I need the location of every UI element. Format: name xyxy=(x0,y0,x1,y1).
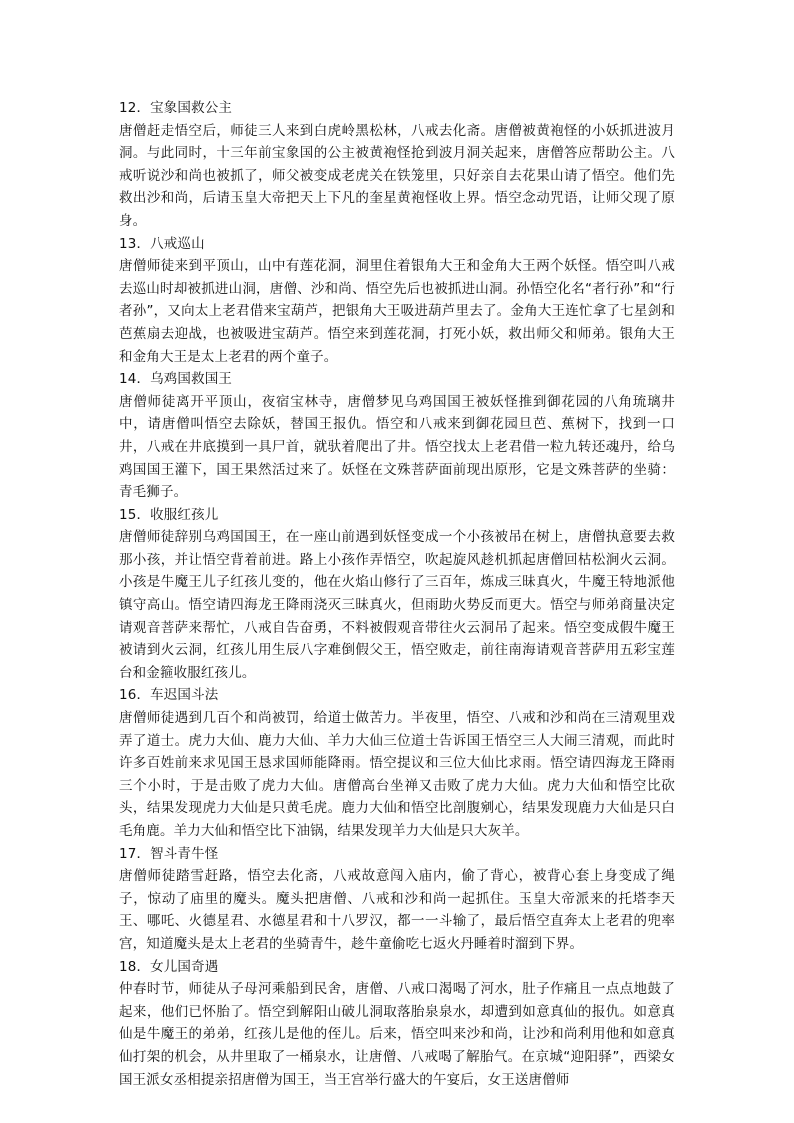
section-16 xyxy=(119,684,675,842)
section-heading: 13．八戒巡山 xyxy=(119,235,205,252)
section-15 xyxy=(119,504,675,685)
section-paragraph: 唐僧赶走悟空后，师徒三人来到白虎岭黑松林，八戒去化斋。唐僧被黄袍怪的小妖抓进波月洞。与此同时，十三年前宝象国的公主被黄袍怪抢到波月洞关起来，唐僧答应帮助公主。八戒听说沙和尚也被抓了，师父被变成老虎关在铁笼里，只好亲自去花果山请了悟空。他们先救出沙和尚，后请玉皇大帝把天上下凡的奎星黄袍怪收上界。悟空念动咒语，让师父现了原身。 xyxy=(119,122,675,229)
section-heading: 15．收服红孩儿 xyxy=(119,506,219,523)
section-heading: 18．女儿国奇遇 xyxy=(119,958,219,975)
section-heading: 12．宝象国救公主 xyxy=(119,100,233,116)
section-paragraph: 唐僧师徒离开平顶山，夜宿宝林寺，唐僧梦见乌鸡国国王被妖怪推到御花园的八角琉璃井中，请唐僧叫悟空去除妖，替国王报仇。悟空和八戒来到御花园旦芭、蕉树下，找到一口井，八戒在井底摸到一具尸首，就驮着爬出了井。悟空找太上老君借一粒九转还魂丹，给乌鸡国国王灌下，国王果然活过来了。妖怪在文殊菩萨面前现出原形，它是文殊菩萨的坐骑：青毛狮子。 xyxy=(119,393,675,501)
section-paragraph: 唐僧师徒来到平顶山，山中有莲花洞，洞里住着银角大王和金角大王两个妖怪。悟空叫八戒去巡山时却被抓进山洞，唐僧、沙和尚、悟空先后也被抓进山洞。孙悟空化名“者行孙”和“行者孙”，又向太上老君借来宝葫芦，把银角大王吸进葫芦里去了。金角大王连忙拿了七星剑和芭蕉扇去迎战，也被吸进宝葫芦。悟空来到莲花洞，打死小妖，救出师父和师弟。银角大王和金角大王是太上老君的两个童子。 xyxy=(119,258,675,365)
section-heading: 16．车迟国斗法 xyxy=(119,687,219,704)
section-12 xyxy=(119,97,675,233)
section-paragraph: 仲春时节，师徒从子母河乘船到民舍，唐僧、八戒口渴喝了河水，肚子作痛且一点点地鼓了起来，他们已怀胎了。悟空到解阳山破儿洞取落胎泉泉水，却遭到如意真仙的报仇。如意真仙是牛魔王的弟弟，红孩儿是他的侄儿。后来，悟空叫来沙和尚，让沙和尚利用他和如意真仙打架的机会，从井里取了一桶泉水，让唐僧、八戒喝了解胎气。在京城“迎阳驿”，西梁女国王派女丞相提亲招唐僧为国王，当王宫举行盛大的午宴后，女王送唐僧师 xyxy=(119,981,675,1088)
document-body xyxy=(119,97,675,1091)
section-heading: 17．智斗青牛怪 xyxy=(119,845,219,862)
section-17 xyxy=(119,843,675,956)
section-18 xyxy=(119,956,675,1092)
section-heading: 14．乌鸡国救国王 xyxy=(119,371,233,388)
section-paragraph: 唐僧师徒踏雪赶路，悟空去化斋，八戒故意闯入庙内，偷了背心，被背心套上身变成了绳子，惊动了庙里的魔头。魔头把唐僧、八戒和沙和尚一起抓住。玉皇大帝派来的托塔李天王、哪吒、火德星君、水德星君和十八罗汉，都一一斗输了，最后悟空直奔太上老君的兜率宫，知道魔头是太上老君的坐骑青牛，趁牛童偷吃七返火丹睡着时溜到下界。 xyxy=(119,868,675,952)
section-13 xyxy=(119,233,675,369)
section-paragraph: 唐僧师徒辞别乌鸡国国王，在一座山前遇到妖怪变成一个小孩被吊在树上，唐僧执意要去救那小孩，并让悟空背着前进。路上小孩作弄悟空，吹起旋风趁机抓起唐僧回枯松涧火云洞。小孩是牛魔王儿子红孩儿变的，他在火焰山修行了三百年，炼成三昧真火，牛魔王特地派他镇守高山。悟空请四海龙王降雨浇灭三昧真火，但雨助火势反而更大。悟空与师弟商量决定请观音菩萨来帮忙，八戒自告奋勇，不料被假观音带往火云洞吊了起来。悟空变成假牛魔王被请到火云洞，红孩儿用生辰八字难倒假父王，悟空败走，前往南海请观音菩萨用五彩宝莲台和金箍收服红孩儿。 xyxy=(119,529,675,681)
section-14 xyxy=(119,368,675,504)
section-paragraph: 唐僧师徒遇到几百个和尚被罚，给道士做苦力。半夜里，悟空、八戒和沙和尚在三清观里戏弄了道士。虎力大仙、鹿力大仙、羊力大仙三位道士告诉国王悟空三人大闹三清观，而此时许多百姓前来求见国王恳求国师能降雨。悟空提议和三位大仙比求雨。悟空请四海龙王降雨三个小时，于是击败了虎力大仙。唐僧高台坐禅又击败了虎力大仙。虎力大仙和悟空比砍头，结果发现虎力大仙是只黄毛虎。鹿力大仙和悟空比剖腹剜心，结果发现鹿力大仙是只白毛角鹿。羊力大仙和悟空比下油锅，结果发现羊力大仙是只大灰羊。 xyxy=(119,710,675,839)
